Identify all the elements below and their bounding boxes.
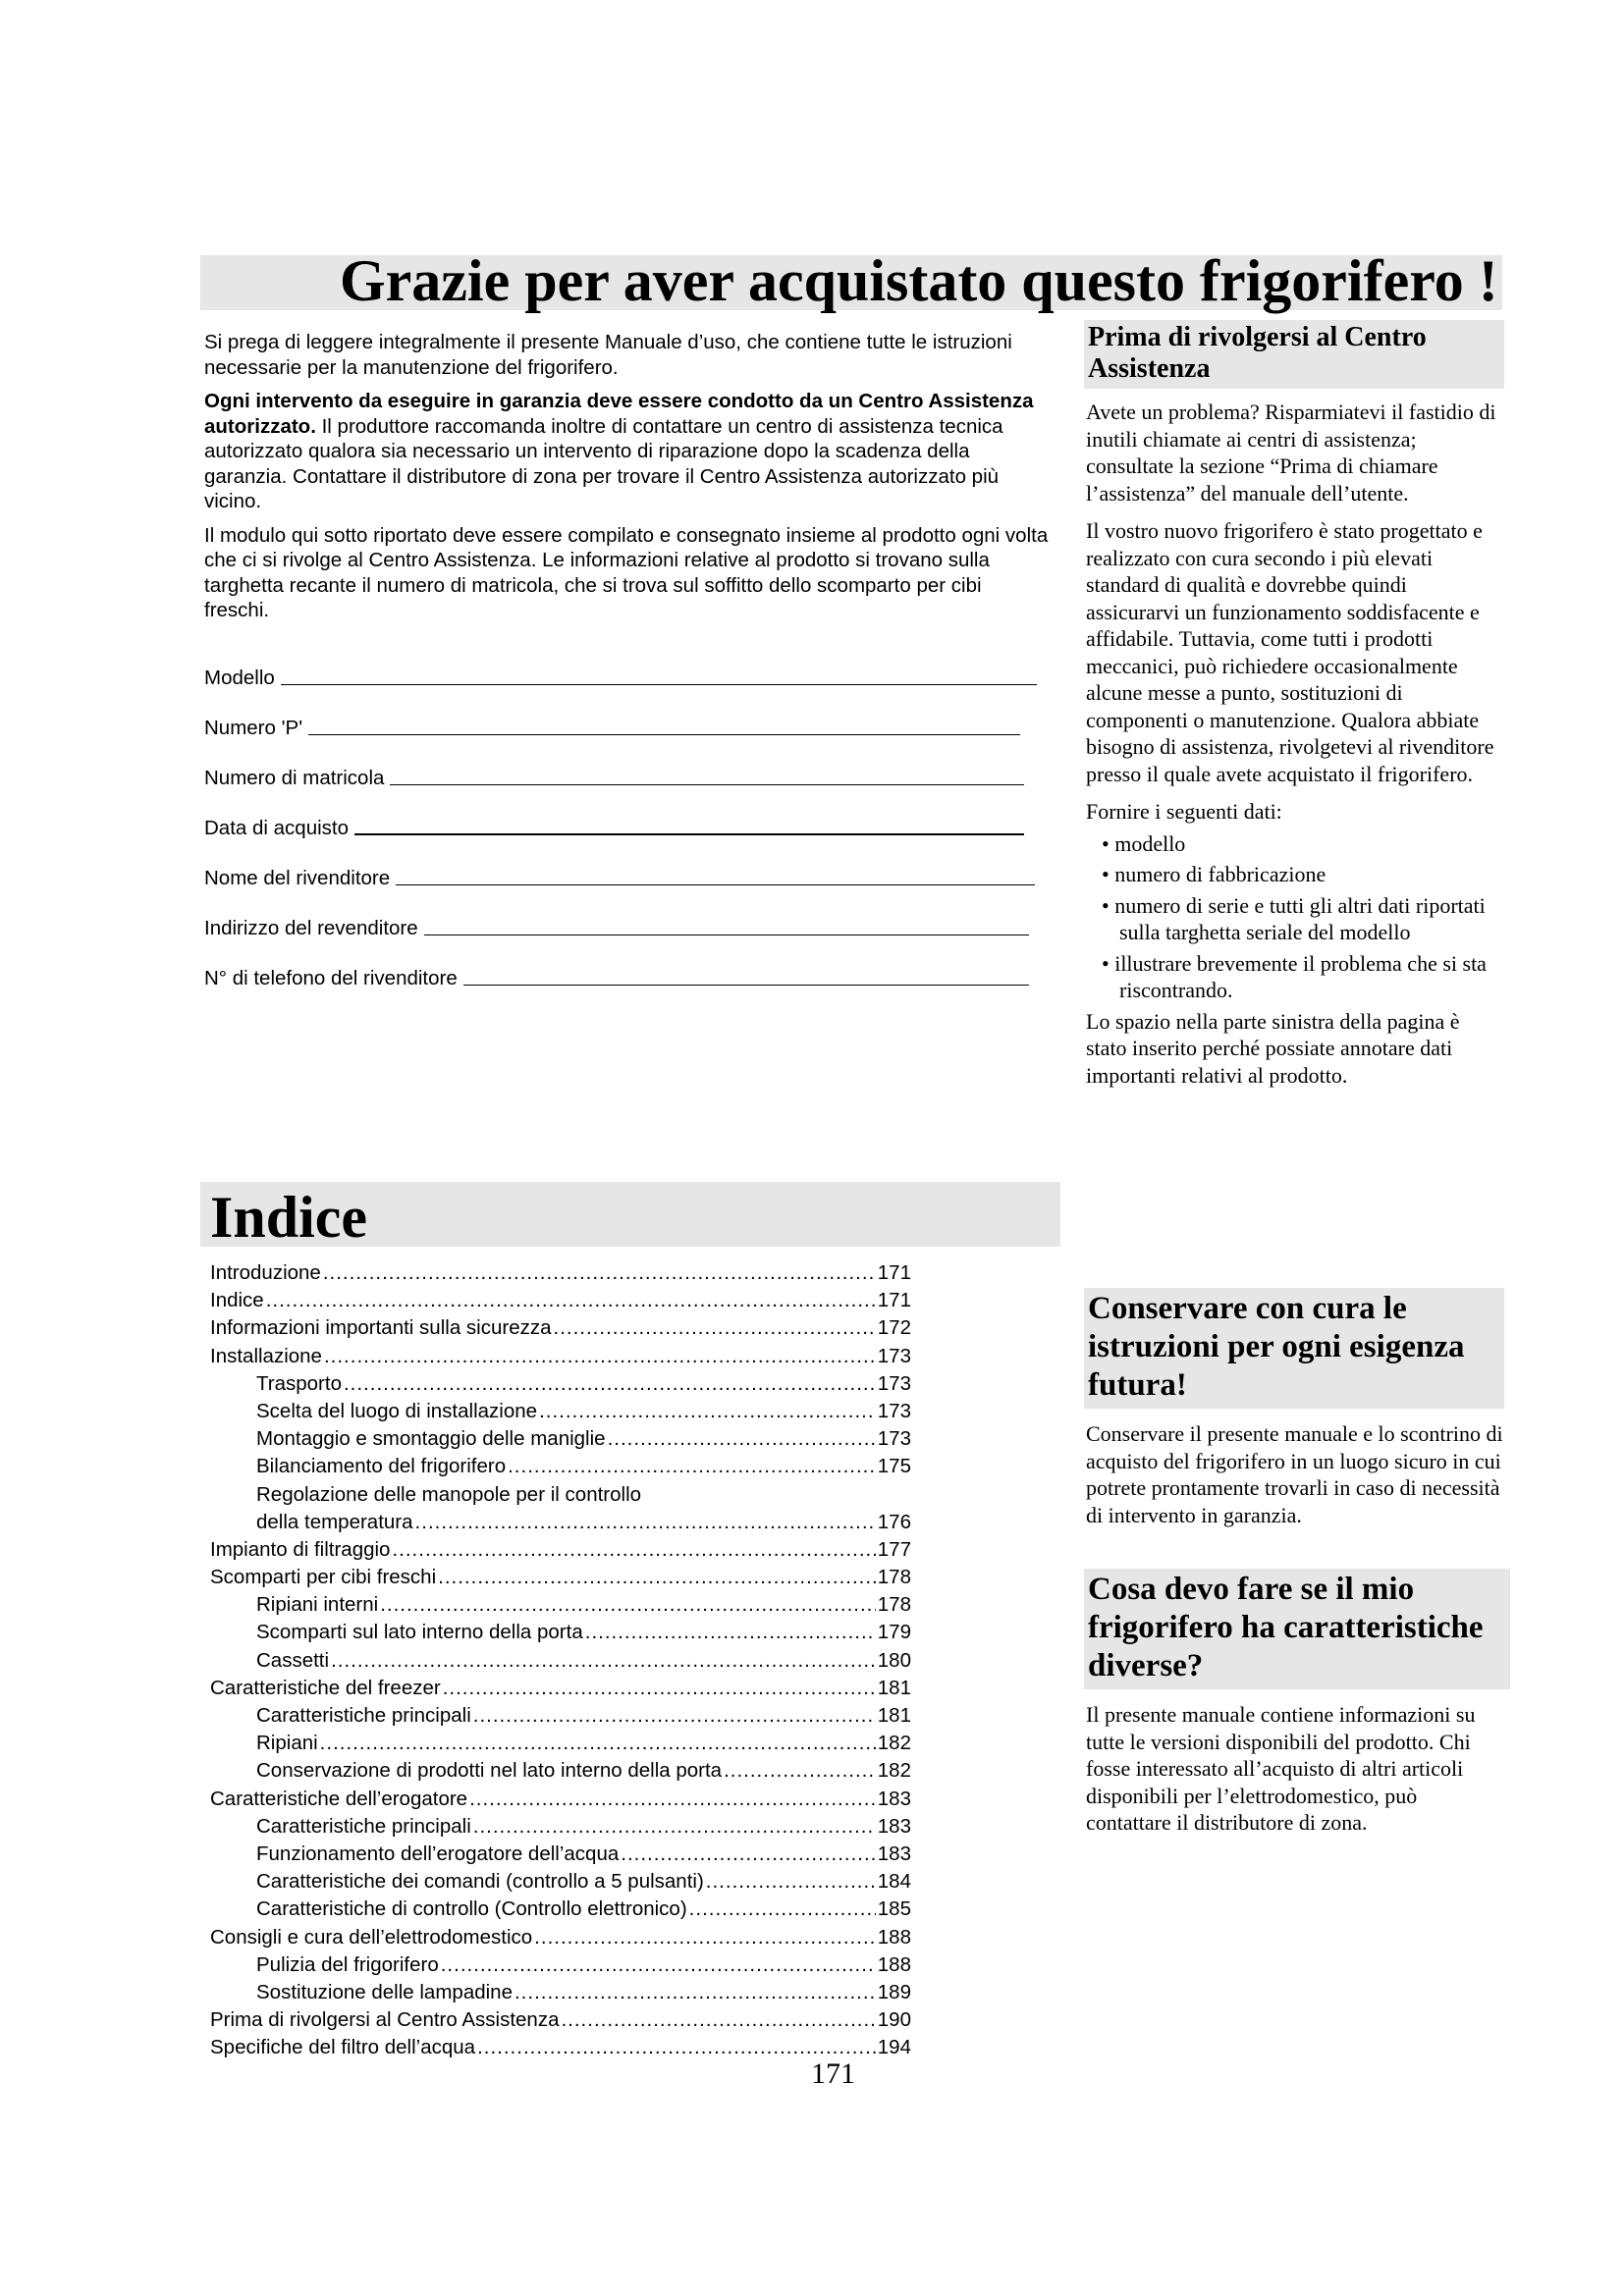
- toc-entry-title: Pulizia del frigorifero: [256, 1952, 439, 1976]
- form-label: Indirizzo del revenditore: [204, 917, 418, 939]
- toc-entry-title: Funzionamento dell’erogatore dell’acqua: [256, 1842, 620, 1865]
- toc-leader: [438, 1564, 876, 1591]
- toc-leader: [561, 2006, 875, 2034]
- toc-entry-page: 178: [877, 1566, 911, 1589]
- toc-entry-title: Cassetti: [256, 1648, 330, 1672]
- form-label: Modello: [204, 667, 275, 689]
- section-paragraph: Fornire i seguenti dati:: [1086, 799, 1282, 824]
- toc-entry: [210, 1343, 911, 1370]
- toc-entry: [210, 1536, 911, 1564]
- form-line: [424, 934, 1029, 935]
- toc-entry: [210, 1647, 911, 1675]
- toc-entry: [210, 1370, 911, 1398]
- toc-entry-page: 183: [877, 1814, 911, 1838]
- toc-leader: [621, 1841, 876, 1868]
- toc-entry-page: 194: [877, 2036, 911, 2059]
- toc-entry-page: 188: [877, 1925, 911, 1949]
- toc-entry: [210, 1287, 911, 1314]
- form-line: [396, 884, 1035, 885]
- section-heading: Cosa devo fare se il mio frigorifero ha caratteristiche diverse?: [1084, 1569, 1510, 1689]
- toc-leader: [473, 1813, 876, 1841]
- table-of-contents: [210, 1259, 911, 2061]
- toc-entry-page: 185: [877, 1897, 911, 1921]
- form-row-dealer-address: [204, 890, 1029, 940]
- form-label: Numero 'P': [204, 717, 303, 739]
- toc-entry: [210, 1509, 911, 1536]
- toc-entry-title: Caratteristiche dell’erogatore: [210, 1787, 468, 1810]
- form-row-dealer-name: [204, 840, 1035, 890]
- toc-entry: [210, 2006, 911, 2034]
- toc-entry-page: 175: [877, 1455, 911, 1478]
- indice-heading: Indice: [210, 1185, 368, 1250]
- toc-leader: [380, 1591, 876, 1619]
- form-row-purchase-date: [204, 790, 1024, 840]
- toc-entry-title: Caratteristiche di controllo (Controllo elettronico): [256, 1897, 687, 1921]
- toc-entry-page: 172: [877, 1316, 911, 1340]
- toc-leader: [266, 1287, 876, 1314]
- toc-entry: [210, 1675, 911, 1702]
- toc-entry-title: Caratteristiche principali: [256, 1704, 471, 1727]
- toc-entry-page: 183: [877, 1842, 911, 1865]
- toc-leader: [320, 1730, 876, 1757]
- toc-leader: [514, 1979, 876, 2006]
- toc-entry: [210, 1259, 911, 1287]
- toc-entry-title: Ripiani: [256, 1732, 318, 1755]
- toc-entry-title: Impianto di filtraggio: [210, 1537, 391, 1561]
- toc-entry-title: Introduzione: [210, 1261, 321, 1284]
- toc-entry: [210, 1453, 911, 1480]
- toc-entry-page: 176: [877, 1510, 911, 1533]
- form-label: Data di acquisto: [204, 817, 350, 839]
- required-data-list: [1086, 830, 1504, 1004]
- toc-entry: [210, 1425, 911, 1453]
- toc-entry-page: 178: [877, 1593, 911, 1617]
- form-row-serial: [204, 740, 1024, 790]
- toc-entry-title: Ripiani interni: [256, 1593, 379, 1617]
- toc-leader: [469, 1786, 876, 1813]
- section-paragraph: Il presente manuale contiene informazioni su tutte le versioni disponibili del prodotto. Chi fosse interessato all’acquisto di altri articoli disponibili per l’elettrodomestico, può contattare il distributore di zona.: [1086, 1702, 1476, 1835]
- toc-entry: [210, 1951, 911, 1979]
- section-before-service: [1084, 320, 1504, 1099]
- section-paragraph: Il vostro nuovo frigorifero è stato progettato e realizzato con cura secondo i più elevati standard di qualità e dovrebbe quindi assicurarvi un funzionamento soddisfacente e affidabile. Tuttavia, come tutti i prodotti meccanici, può richiedere occasionalmente alcune messe a punto, sostituzioni di componenti o manutenzione. Qualora abbiate bisogno di assistenza, rivolgetevi al rivenditore presso il quale avete acquistato il frigorifero.: [1086, 518, 1494, 786]
- toc-leader: [508, 1453, 876, 1480]
- toc-entry-title: Indice: [210, 1289, 264, 1312]
- toc-entry-page: 190: [877, 2008, 911, 2032]
- toc-leader: [608, 1425, 876, 1453]
- toc-entry: [210, 2034, 911, 2061]
- toc-entry-page: 171: [877, 1261, 911, 1284]
- section-different-features: [1084, 1569, 1504, 1847]
- toc-entry-title: Consigli e cura dell’elettrodomestico: [210, 1925, 533, 1949]
- toc-entry-title: Caratteristiche dei comandi (controllo a 5 pulsanti): [256, 1870, 704, 1894]
- toc-entry-page: 184: [877, 1870, 911, 1894]
- toc-entry-page: 179: [877, 1621, 911, 1644]
- form-label: Numero di matricola: [204, 767, 385, 789]
- toc-entry-title: Prima di rivolgersi al Centro Assistenza: [210, 2008, 560, 2032]
- form-line: [463, 985, 1029, 986]
- toc-entry-page: 173: [877, 1344, 911, 1367]
- toc-entry-page: 181: [877, 1676, 911, 1699]
- section-heading: Conservare con cura le istruzioni per ogni esigenza futura!: [1084, 1288, 1504, 1409]
- toc-entry: [210, 1398, 911, 1425]
- toc-entry-page: 171: [877, 1289, 911, 1312]
- form-label: Nome del rivenditore: [204, 867, 391, 889]
- form-row-p-number: [204, 690, 1020, 740]
- toc-entry-page: 183: [877, 1787, 911, 1810]
- section-paragraph: Avete un problema? Risparmiatevi il fastidio di inutili chiamate ai centri di assistenza; consultate la sezione “Prima di chiamare l’assistenza” del manuale dell’utente.: [1086, 400, 1496, 506]
- toc-entry: [210, 1924, 911, 1951]
- toc-entry-title: Bilanciamento del frigorifero: [256, 1455, 507, 1478]
- intro-paragraph-2: [204, 389, 1049, 514]
- toc-leader: [689, 1896, 876, 1923]
- toc-entry-title: Caratteristiche del freezer: [210, 1676, 441, 1699]
- toc-entry: [210, 1868, 911, 1896]
- intro-paragraph-3: Il modulo qui sotto riportato deve essere compilato e consegnato insieme al prodotto ogni volta che ci si rivolge al Centro Assistenza. Le informazioni relative al prodotto si trovano sulla targhetta recante il numero di matricola, che si trova sul soffitto dello scomparto per cibi freschi.: [204, 523, 1049, 621]
- section-body: [1084, 1420, 1504, 1528]
- toc-leader: [324, 1343, 876, 1370]
- form-line: [308, 734, 1020, 735]
- page-number: 171: [811, 2057, 855, 2090]
- toc-leader: [323, 1259, 876, 1287]
- toc-leader: [724, 1757, 876, 1785]
- toc-entry-page: 173: [877, 1399, 911, 1422]
- toc-entry-title: Scomparti per cibi freschi: [210, 1566, 437, 1589]
- page-title: Grazie per aver acquistato questo frigorifero !: [340, 248, 1498, 313]
- toc-entry-page: 177: [877, 1537, 911, 1561]
- toc-leader: [415, 1509, 876, 1536]
- toc-leader: [392, 1536, 875, 1564]
- list-item: • modello: [1086, 830, 1504, 858]
- toc-entry-title: Specifiche del filtro dell’acqua: [210, 2036, 476, 2059]
- toc-entry: [210, 1314, 911, 1342]
- toc-entry-page: 182: [877, 1732, 911, 1755]
- toc-leader: [554, 1314, 876, 1342]
- toc-entry-title: Installazione: [210, 1344, 322, 1367]
- section-body: [1084, 399, 1504, 1089]
- section-paragraph: Lo spazio nella parte sinistra della pagina è stato inserito perché possiate annotare dati importanti relativi al prodotto.: [1086, 1008, 1460, 1088]
- toc-entry: [210, 1841, 911, 1868]
- list-item: • numero di serie e tutti gli altri dati riportati sulla targhetta seriale del modello: [1086, 892, 1504, 946]
- toc-entry: [210, 1757, 911, 1785]
- toc-entry-title: Scelta del luogo di installazione: [256, 1399, 538, 1422]
- toc-entry: [210, 1564, 911, 1591]
- toc-entry: [210, 1619, 911, 1646]
- toc-leader: [443, 1675, 876, 1702]
- toc-leader: [344, 1370, 876, 1398]
- toc-leader: [534, 1924, 876, 1951]
- toc-leader: [585, 1619, 876, 1646]
- toc-leader: [331, 1647, 876, 1675]
- toc-leader: [441, 1951, 876, 1979]
- toc-entry-title: Regolazione delle manopole per il controllo: [256, 1482, 642, 1506]
- toc-entry-title: Conservazione di prodotti nel lato interno della porta: [256, 1759, 723, 1783]
- toc-entry-page: 189: [877, 1980, 911, 2003]
- toc-entry: [210, 1730, 911, 1757]
- toc-entry: [210, 1979, 911, 2006]
- form-line: [354, 833, 1024, 835]
- section-body: [1084, 1701, 1504, 1837]
- toc-entry-page: 173: [877, 1371, 911, 1395]
- warranty-notice-rest: Il produttore raccomanda inoltre di contattare un centro di assistenza tecnica autorizzato qualora sia necessario un intervento di riparazione dopo la scadenza della garanzia. Contattare il distributore di zona per trovare il Centro Assistenza autorizzato più vicino.: [204, 414, 1003, 512]
- toc-entry-title: della temperatura: [256, 1510, 413, 1533]
- toc-entry: [210, 1591, 911, 1619]
- toc-entry-title: Informazioni importanti sulla sicurezza: [210, 1316, 552, 1340]
- toc-entry: [210, 1896, 911, 1923]
- toc-leader: [539, 1398, 876, 1425]
- toc-entry-page: 180: [877, 1648, 911, 1672]
- list-item: • illustrare brevemente il problema che si sta riscontrando.: [1086, 950, 1504, 1004]
- intro-section: [204, 330, 1049, 632]
- intro-paragraph-1: Si prega di leggere integralmente il presente Manuale d’uso, che contiene tutte le istruzioni necessarie per la manutenzione del frigorifero.: [204, 331, 1012, 379]
- warranty-notice: Ogni intervento da eseguire in garanzia deve essere condotto da un Centro Assistenza autorizzato.: [204, 390, 1034, 438]
- toc-entry: [210, 1481, 911, 1509]
- toc-leader: [473, 1702, 876, 1730]
- toc-entry-title: Sostituzione delle lampadine: [256, 1980, 513, 2003]
- toc-entry: [210, 1702, 911, 1730]
- toc-entry-page: 173: [877, 1427, 911, 1451]
- toc-entry-title: Montaggio e smontaggio delle maniglie: [256, 1427, 606, 1451]
- toc-entry-title: Caratteristiche principali: [256, 1814, 471, 1838]
- toc-entry-page: 188: [877, 1952, 911, 1976]
- form-label: N° di telefono del rivenditore: [204, 967, 458, 989]
- section-paragraph: Conservare il presente manuale e lo scontrino di acquisto del frigorifero in un luogo sicuro in cui potrete prontamente trovarli in caso di necessità di intervento in garanzia.: [1086, 1421, 1503, 1527]
- section-keep-instructions: [1084, 1288, 1504, 1539]
- toc-entry-title: Trasporto: [256, 1371, 342, 1395]
- form-row-dealer-phone: [204, 940, 1029, 990]
- toc-entry-title: Scomparti sul lato interno della porta: [256, 1621, 583, 1644]
- section-heading: Prima di rivolgersi al Centro Assistenza: [1084, 320, 1504, 389]
- toc-leader: [706, 1868, 876, 1896]
- toc-entry-page: 181: [877, 1704, 911, 1727]
- form-row-model: [204, 640, 1037, 690]
- product-info-form: [204, 640, 1037, 990]
- toc-entry: [210, 1786, 911, 1813]
- list-item: • numero di fabbricazione: [1086, 861, 1504, 888]
- toc-entry-page: 182: [877, 1759, 911, 1783]
- toc-entry: [210, 1813, 911, 1841]
- form-line: [390, 784, 1024, 785]
- form-line: [281, 684, 1037, 685]
